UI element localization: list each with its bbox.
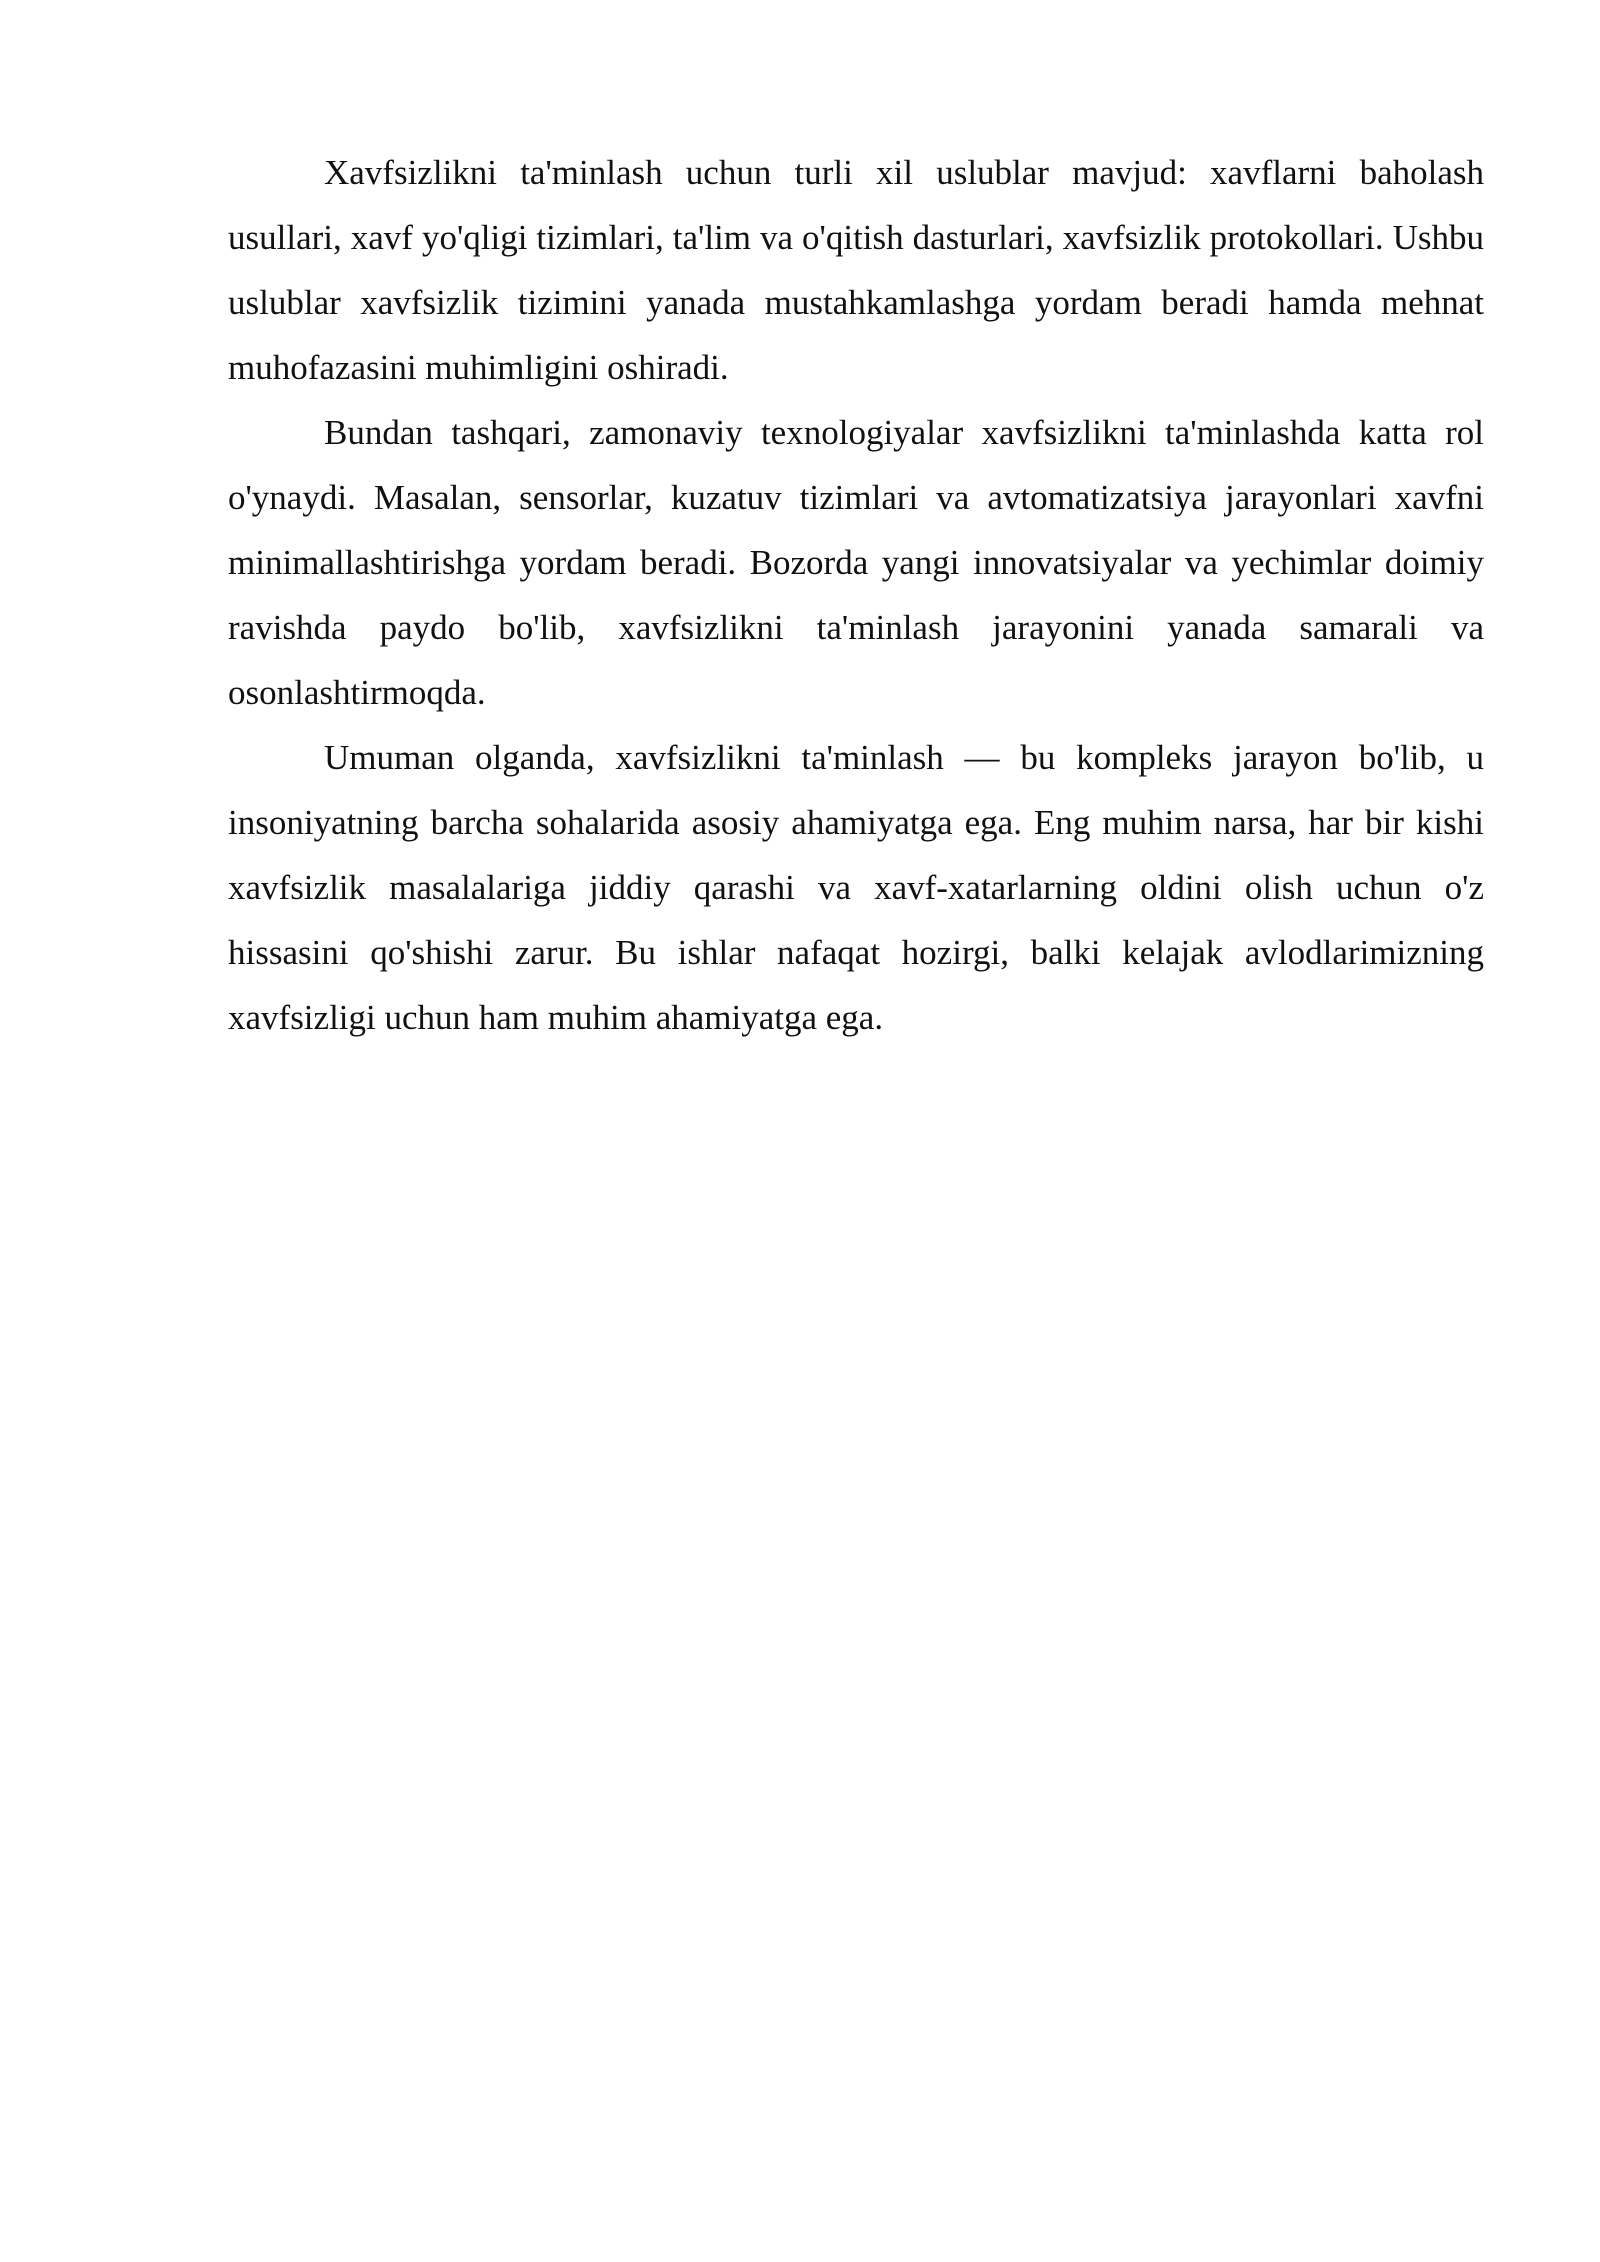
paragraph-3: Umuman olganda, xavfsizlikni ta'minlash — bu kompleks jarayon bo'lib, u insoniyatning barcha sohalarida asosiy ahamiyatga ega. Eng muhim narsa, har bir kishi xavfsizlik masalalariga jiddiy qarashi va xavf-xatarlarning oldini olish uchun o'z hissasini qo'shishi zarur. Bu ishlar nafaqat hozirgi, balki kelajak avlodlarimizning xavfsizligi uchun ham muhim ahamiyatga ega. bbox=[228, 738, 1484, 1037]
document-body bbox=[228, 140, 1484, 1050]
paragraph-1: Xavfsizlikni ta'minlash uchun turli xil uslublar mavjud: xavflarni baholash usullari, xavf yo'qligi tizimlari, ta'lim va o'qitish dasturlari, xavfsizlik protokollari. Ushbu uslublar xavfsizlik tizimini yanada mustahkamlashga yordam beradi hamda mehnat muhofazasini muhimligini oshiradi. bbox=[228, 153, 1484, 387]
paragraph-2: Bundan tashqari, zamonaviy texnologiyalar xavfsizlikni ta'minlashda katta rol o'ynaydi. Masalan, sensorlar, kuzatuv tizimlari va avtomatizatsiya jarayonlari xavfni minimallashtirishga yordam beradi. Bozorda yangi innovatsiyalar va yechimlar doimiy ravishda paydo bo'lib, xavfsizlikni ta'minlash jarayonini yanada samarali va osonlashtirmoqda. bbox=[228, 413, 1484, 712]
